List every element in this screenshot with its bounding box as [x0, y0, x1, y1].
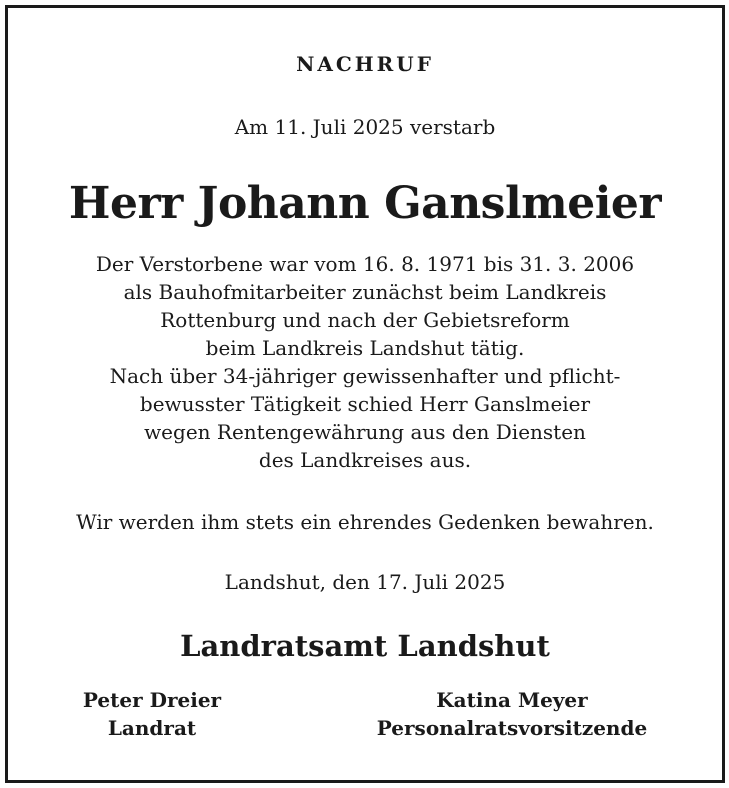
biography-line: Nach über 34-jähriger gewissenhafter und pflicht- — [109, 364, 621, 388]
biography-line: Rottenburg und nach der Gebietsreform — [160, 308, 570, 332]
biography-line: als Bauhofmitarbeiter zunächst beim Landkreis — [123, 280, 607, 304]
biography-line: bewusster Tätigkeit schied Herr Ganslmeier — [139, 392, 591, 416]
organization-name: Landratsamt Landshut — [180, 629, 550, 663]
signatory-right — [354, 686, 670, 742]
notice-heading: NACHRUF — [296, 52, 434, 76]
biography-line: beim Landkreis Landshut tätig. — [205, 336, 525, 360]
signatory-name: Katina Meyer — [436, 688, 588, 712]
intro-line: Am 11. Juli 2025 verstarb — [234, 115, 496, 139]
signatory-name: Peter Dreier — [82, 688, 222, 712]
signatory-title: Personalratsvorsitzende — [376, 716, 648, 740]
signatory-title: Landrat — [107, 716, 197, 740]
deceased-name: Herr Johann Ganslmeier — [68, 178, 662, 229]
signatory-left — [54, 686, 250, 742]
obituary-frame — [5, 5, 725, 783]
closing-statement: Wir werden ihm stets ein ehrendes Gedenken bewahren. — [76, 510, 654, 534]
biography-line: wegen Rentengewährung aus den Diensten — [144, 420, 586, 444]
biography-paragraph — [8, 250, 722, 474]
biography-line: Der Verstorbene war vom 16. 8. 1971 bis 31. 3. 2006 — [95, 252, 635, 276]
biography-line: des Landkreises aus. — [258, 448, 472, 472]
place-and-date: Landshut, den 17. Juli 2025 — [224, 570, 506, 594]
